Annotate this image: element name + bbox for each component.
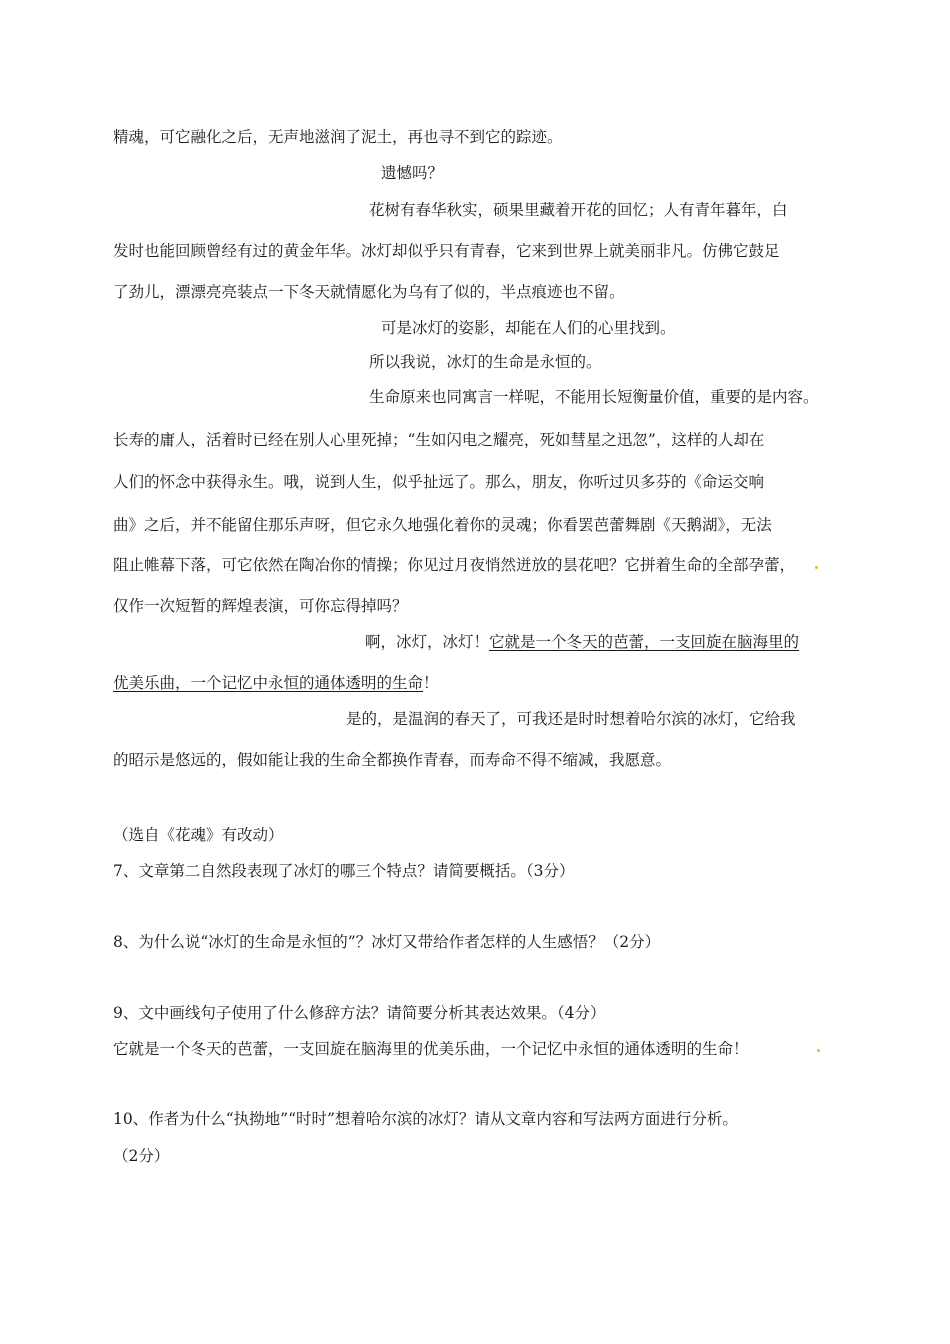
question-9-sentence: 它就是一个冬天的芭蕾，一支回旋在脑海里的优美乐曲，一个记忆中永恒的通体透明的生命！ — [113, 1040, 749, 1058]
source-note: （选自《花魂》有改动） — [113, 826, 284, 844]
passage-line: 精魂，可它融化之后，无声地滋润了泥土，再也寻不到它的踪迹。 — [113, 128, 563, 146]
exclamation-mark: ！ — [423, 674, 439, 692]
passage-line: 花树有春华秋实，硕果里藏着开花的回忆；人有青年暮年，白 — [369, 201, 788, 219]
passage-line: 的昭示是悠远的，假如能让我的生命全都换作青春，而寿命不得不缩减，我愿意。 — [113, 751, 672, 769]
passage-line: 长寿的庸人，活着时已经在别人心里死掉；“生如闪电之耀亮，死如彗星之迅忽”，这样的人却在 — [113, 431, 765, 449]
passage-line: 是的，是温润的春天了，可我还是时时想着哈尔滨的冰灯，它给我 — [346, 710, 796, 728]
question-8: 8、为什么说“冰灯的生命是永恒的”？冰灯又带给作者怎样的人生感悟？（2分） — [113, 933, 661, 951]
passage-line: 曲》之后，并不能留住那乐声呀，但它永久地强化着你的灵魂；你看罢芭蕾舞剧《天鹅湖》，无法 — [113, 516, 772, 534]
speck-mark — [815, 566, 818, 569]
speck-mark — [817, 1049, 820, 1052]
passage-line: 仅作一次短暂的辉煌表演，可你忘得掉吗？ — [113, 597, 408, 615]
passage-line — [113, 673, 439, 693]
passage-line: 阻止帷幕下落，可它依然在陶冶你的情操；你见过月夜悄然迸放的昙花吧？它拼着生命的全部孕蕾， — [113, 556, 796, 574]
question-10-score: （2分） — [113, 1147, 170, 1165]
question-7: 7、文章第二自然段表现了冰灯的哪三个特点？请简要概括。（3分） — [113, 862, 575, 880]
passage-line: 生命原来也同寓言一样呢，不能用长短衡量价值，重要的是内容。 — [369, 388, 819, 406]
underlined-sentence: 优美乐曲，一个记忆中永恒的通体透明的生命 — [113, 674, 424, 692]
exclamation-text: 啊，冰灯，冰灯！ — [365, 633, 490, 651]
question-10: 10、作者为什么“执拗地”“时时”想着哈尔滨的冰灯？请从文章内容和写法两方面进行分析。 — [113, 1110, 738, 1128]
passage-line: 发时也能回顾曾经有过的黄金年华。冰灯却似乎只有青春，它来到世界上就美丽非凡。仿佛它鼓足 — [113, 242, 780, 260]
passage-line: 人们的怀念中获得永生。哦，说到人生，似乎扯远了。那么，朋友，你听过贝多芬的《命运交响 — [113, 473, 765, 491]
underlined-sentence: 它就是一个冬天的芭蕾，一支回旋在脑海里的 — [489, 633, 800, 651]
question-9: 9、文中画线句子使用了什么修辞方法？请简要分析其表达效果。（4分） — [113, 1004, 606, 1022]
passage-line: 遗憾吗？ — [381, 164, 444, 182]
passage-line: 所以我说，冰灯的生命是永恒的。 — [369, 353, 602, 371]
passage-line: 了劲儿，漂漂亮亮装点一下冬天就情愿化为乌有了似的，半点痕迹也不留。 — [113, 283, 625, 301]
passage-line — [365, 632, 799, 652]
passage-line: 可是冰灯的姿影，却能在人们的心里找到。 — [381, 319, 676, 337]
